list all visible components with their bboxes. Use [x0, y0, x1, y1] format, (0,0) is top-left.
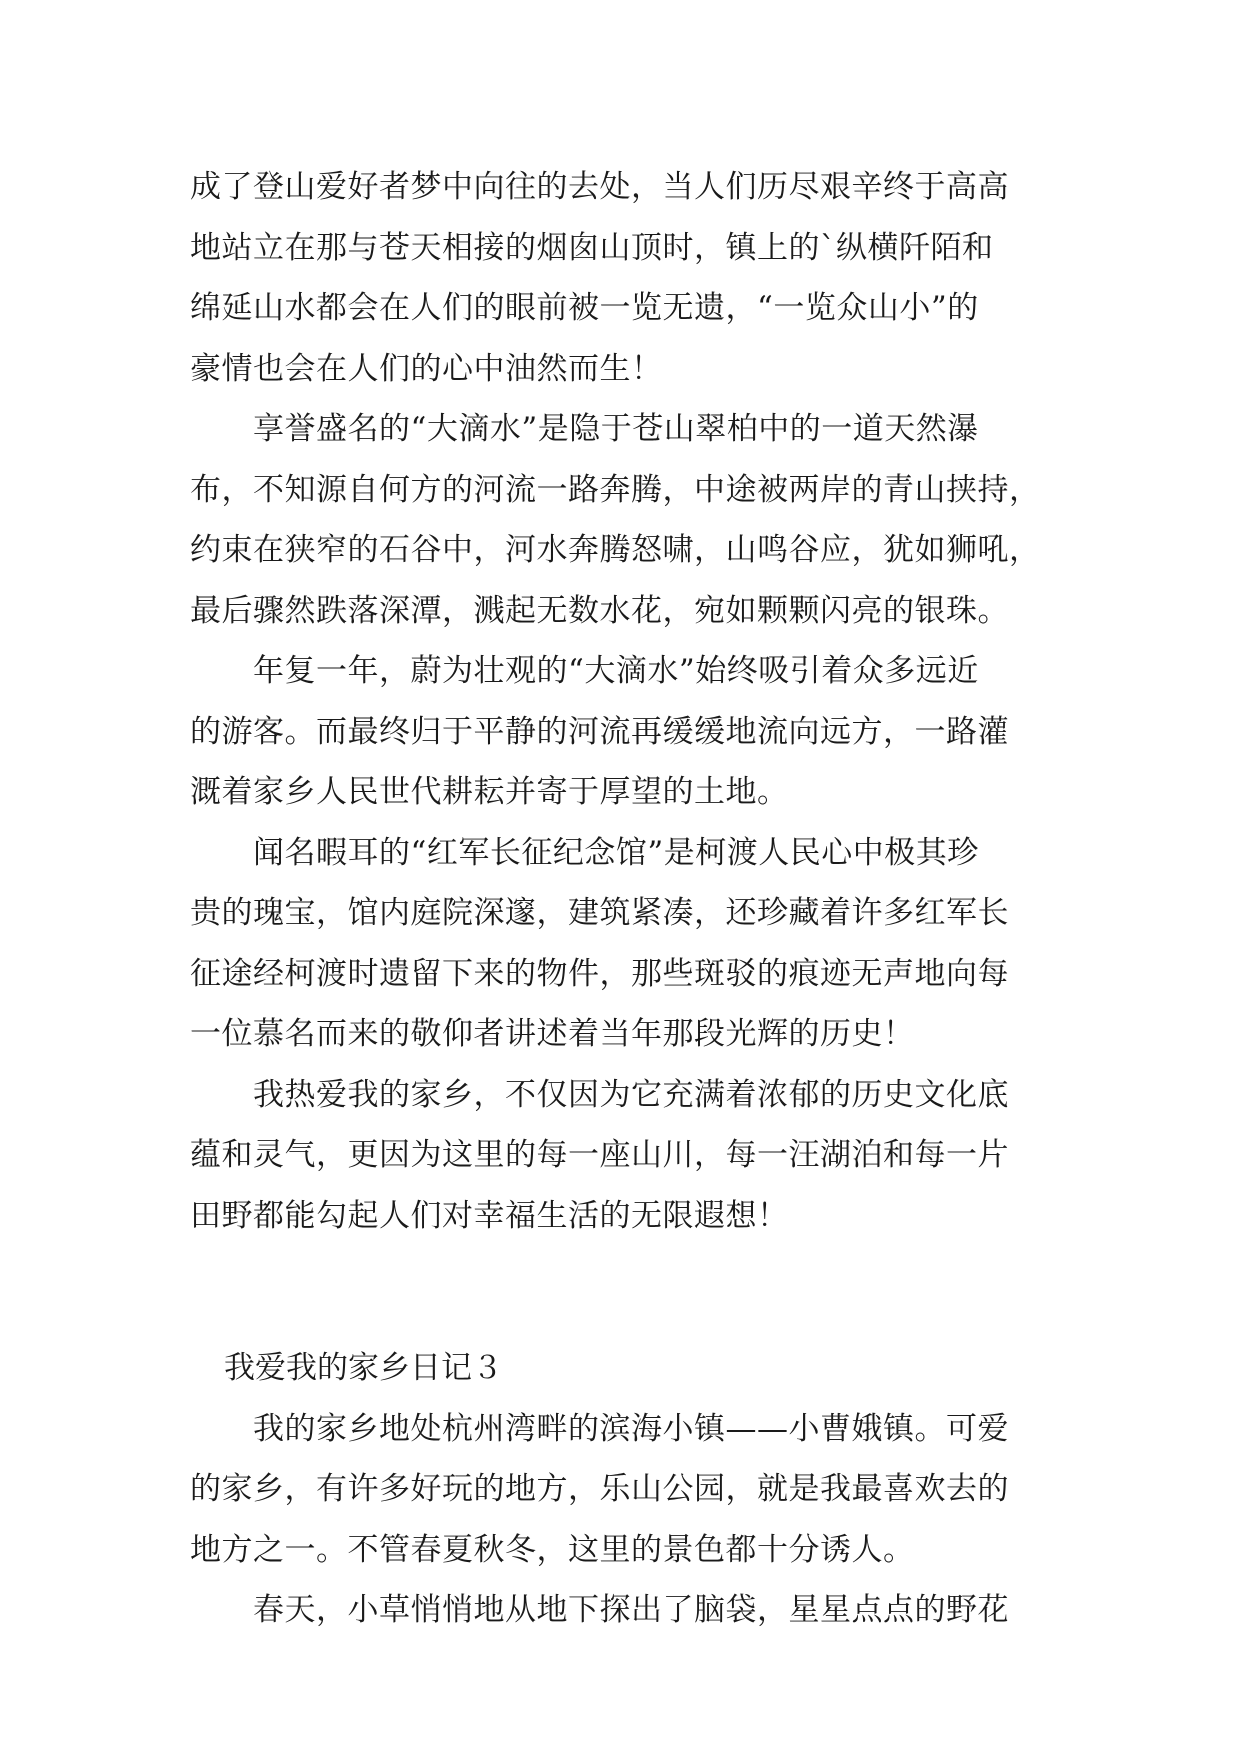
text-line: 田野都能勾起人们对幸福生活的无限遐想！ [190, 1197, 789, 1234]
text-section-after [190, 1399, 1070, 1641]
text-line: 闻名暇耳的“红军长征纪念馆”是柯渡人民心中极其珍 [190, 834, 979, 871]
text-line: 春天，小草悄悄地从地下探出了脑袋，星星点点的野花 [190, 1592, 1009, 1628]
diary-heading: 我爱我的家乡日记３ [224, 1350, 503, 1386]
text-line: 溉着家乡人民世代耕耘并寄于厚望的土地。 [190, 774, 789, 810]
text-line: 成了登山爱好者梦中向往的去处，当人们历尽艰辛终于高高 [190, 169, 1009, 205]
text-line: 的家乡，有许多好玩的地方，乐山公园，就是我最喜欢去的 [190, 1471, 1009, 1507]
text-line: 最后骤然跌落深潭，溅起无数水花，宛如颗颗闪亮的银珠。 [190, 592, 1009, 629]
text-line: 年复一年，蔚为壮观的“大滴水”始终吸引着众多远近 [190, 653, 979, 689]
text-line: 蕴和灵气，更因为这里的每一座山川，每一汪湖泊和每一片 [190, 1137, 1009, 1173]
text-line: 绵延山水都会在人们的眼前被一览无遗，“一览众山小”的 [190, 290, 979, 326]
text-line: 的游客。而最终归于平静的河流再缓缓地流向远方，一路灌 [190, 713, 1009, 750]
text-section-before [190, 157, 1070, 1246]
document-body [190, 157, 1070, 1641]
text-line: 我热爱我的家乡，不仅因为它充满着浓郁的历史文化底 [190, 1076, 1009, 1113]
text-line: 我的家乡地处杭州湾畔的滨海小镇——小曹娥镇。可爱 [190, 1410, 1009, 1447]
text-line: 约束在狭窄的石谷中，河水奔腾怒啸，山鸣谷应，犹如狮吼， [190, 532, 1041, 568]
text-line: 地方之一。不管春夏秋冬，这里的景色都十分诱人。 [190, 1531, 915, 1568]
text-line: 征途经柯渡时遗留下来的物件，那些斑驳的痕迹无声地向每 [190, 955, 1009, 992]
text-line: 布，不知源自何方的河流一路奔腾，中途被两岸的青山挟持， [190, 471, 1041, 508]
section-gap [190, 1246, 1070, 1338]
text-line: 贵的瑰宝，馆内庭院深邃，建筑紧凑，还珍藏着许多红军长 [190, 895, 1009, 931]
text-line: 享誉盛名的“大滴水”是隐于苍山翠柏中的一道天然瀑 [190, 411, 979, 447]
text-line: 豪情也会在人们的心中油然而生！ [190, 350, 663, 387]
text-line: 一位慕名而来的敬仰者讲述着当年那段光辉的历史！ [190, 1016, 915, 1052]
text-line: 地站立在那与苍天相接的烟囱山顶时，镇上的`纵横阡陌和 [190, 229, 994, 266]
